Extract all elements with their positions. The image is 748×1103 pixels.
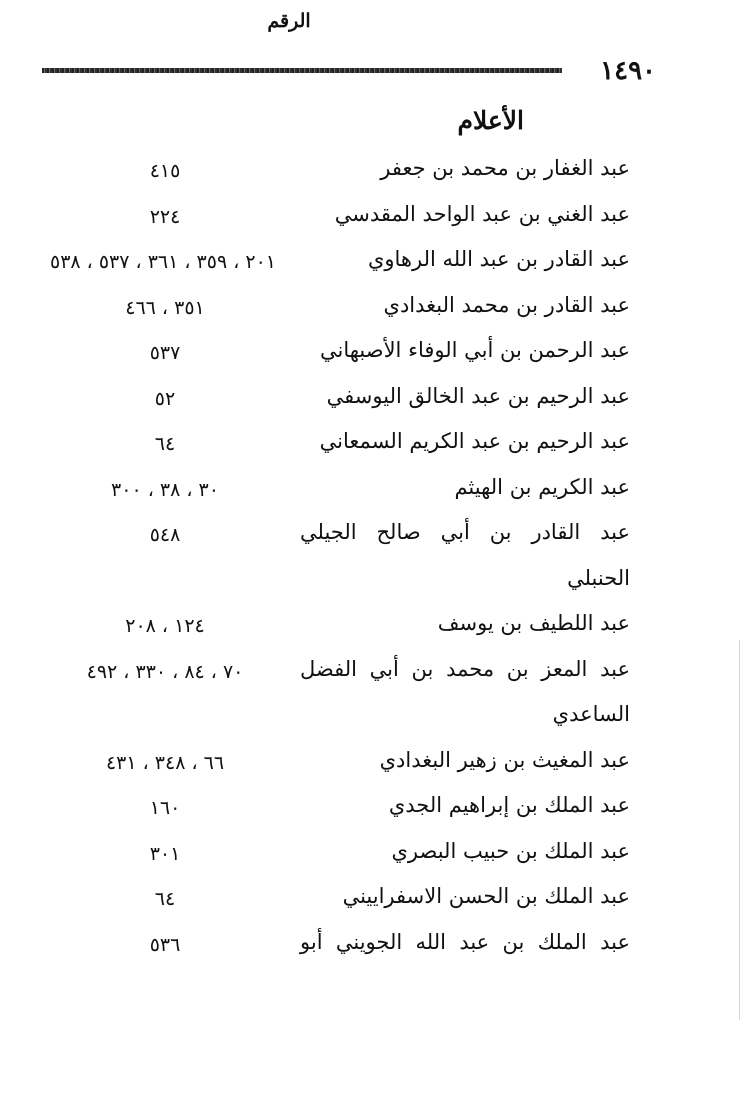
index-entry	[0, 287, 748, 333]
index-entry	[0, 378, 748, 424]
entry-name: عبد الملك بن حبيب البصري	[391, 838, 630, 863]
index-entry	[0, 605, 748, 651]
entry-name: عبد الرحيم بن عبد الخالق اليوسفي	[326, 383, 630, 408]
entry-name: عبد المعز بن محمد بن أبي الفضل	[300, 656, 630, 681]
entry-name: عبد القادر بن عبد الله الرهاوي	[367, 247, 630, 271]
entry-refs: ١٢٤ ، ٢٠٨	[125, 615, 205, 637]
page-edge-line	[739, 640, 740, 1020]
entry-refs: ٣٥١ ، ٤٦٦	[125, 296, 205, 319]
index-entry	[0, 332, 748, 378]
index-entry	[0, 150, 748, 196]
column-header-names: الأعلام	[457, 106, 524, 135]
entry-refs: ٣٠ ، ٣٨ ، ٣٠٠	[111, 478, 219, 501]
entry-name: عبد الرحيم بن عبد الكريم السمعاني	[319, 429, 630, 453]
index-entry	[0, 651, 748, 697]
entry-name: عبد الغني بن عبد الواحد المقدسي	[334, 201, 630, 226]
entry-refs: ٤١٥	[149, 160, 181, 182]
entry-refs: ٦٦ ، ٣٤٨ ، ٤٣١	[105, 751, 225, 774]
index-entry-continuation	[0, 696, 748, 742]
entry-name: عبد الغفار بن محمد بن جعفر	[380, 156, 630, 180]
index-entry	[0, 514, 748, 560]
entry-name: عبد الملك بن إبراهيم الجدي	[388, 793, 630, 817]
entry-refs: ٥٣٧	[149, 342, 181, 364]
index-entry	[0, 787, 748, 833]
entry-name: عبد المغيث بن زهير البغدادي	[379, 747, 630, 772]
entry-refs: ٢٠١ ، ٣٥٩ ، ٣٦١ ، ٥٣٧ ، ٥٣٨	[50, 251, 276, 273]
entry-refs: ٥٣٦	[149, 933, 181, 956]
entry-name: عبد الملك بن الحسن الاسفراييني	[342, 884, 630, 908]
index-entry-continuation	[0, 560, 748, 606]
index-list	[0, 150, 748, 969]
entry-name: عبد القادر بن محمد البغدادي	[383, 292, 630, 317]
entry-refs: ٧٠ ، ٨٤ ، ٣٣٠ ، ٤٩٢	[86, 660, 244, 683]
entry-refs: ٢٢٤	[149, 205, 181, 228]
entry-name: عبد الكريم بن الهيثم	[454, 474, 630, 499]
entry-refs: ٥٤٨	[149, 524, 181, 546]
entry-name: عبد الرحمن بن أبي الوفاء الأصبهاني	[319, 338, 630, 362]
entry-refs: ٥٢	[154, 387, 176, 410]
entry-name: الحنبلي	[567, 565, 630, 590]
index-entry	[0, 833, 748, 879]
index-entry	[0, 241, 748, 287]
index-entry	[0, 423, 748, 469]
index-entry	[0, 878, 748, 924]
header-rule	[42, 68, 562, 73]
entry-name: الساعدي	[552, 702, 630, 726]
index-entry	[0, 196, 748, 242]
entry-refs: ٦٤	[154, 433, 176, 455]
page-number: ١٤٩٠	[600, 56, 656, 86]
column-header-numbers: الرقم	[267, 10, 311, 32]
entry-refs: ٣٠١	[149, 842, 181, 865]
index-entry	[0, 924, 748, 970]
entry-refs: ١٦٠	[149, 797, 181, 819]
index-entry	[0, 742, 748, 788]
entry-name: عبد القادر بن أبي صالح الجيلي	[300, 520, 630, 544]
entry-refs: ٦٤	[154, 888, 176, 910]
index-entry	[0, 469, 748, 515]
entry-name: عبد الملك بن عبد الله الجويني أبو	[300, 929, 630, 954]
entry-name: عبد اللطيف بن يوسف	[437, 611, 630, 635]
